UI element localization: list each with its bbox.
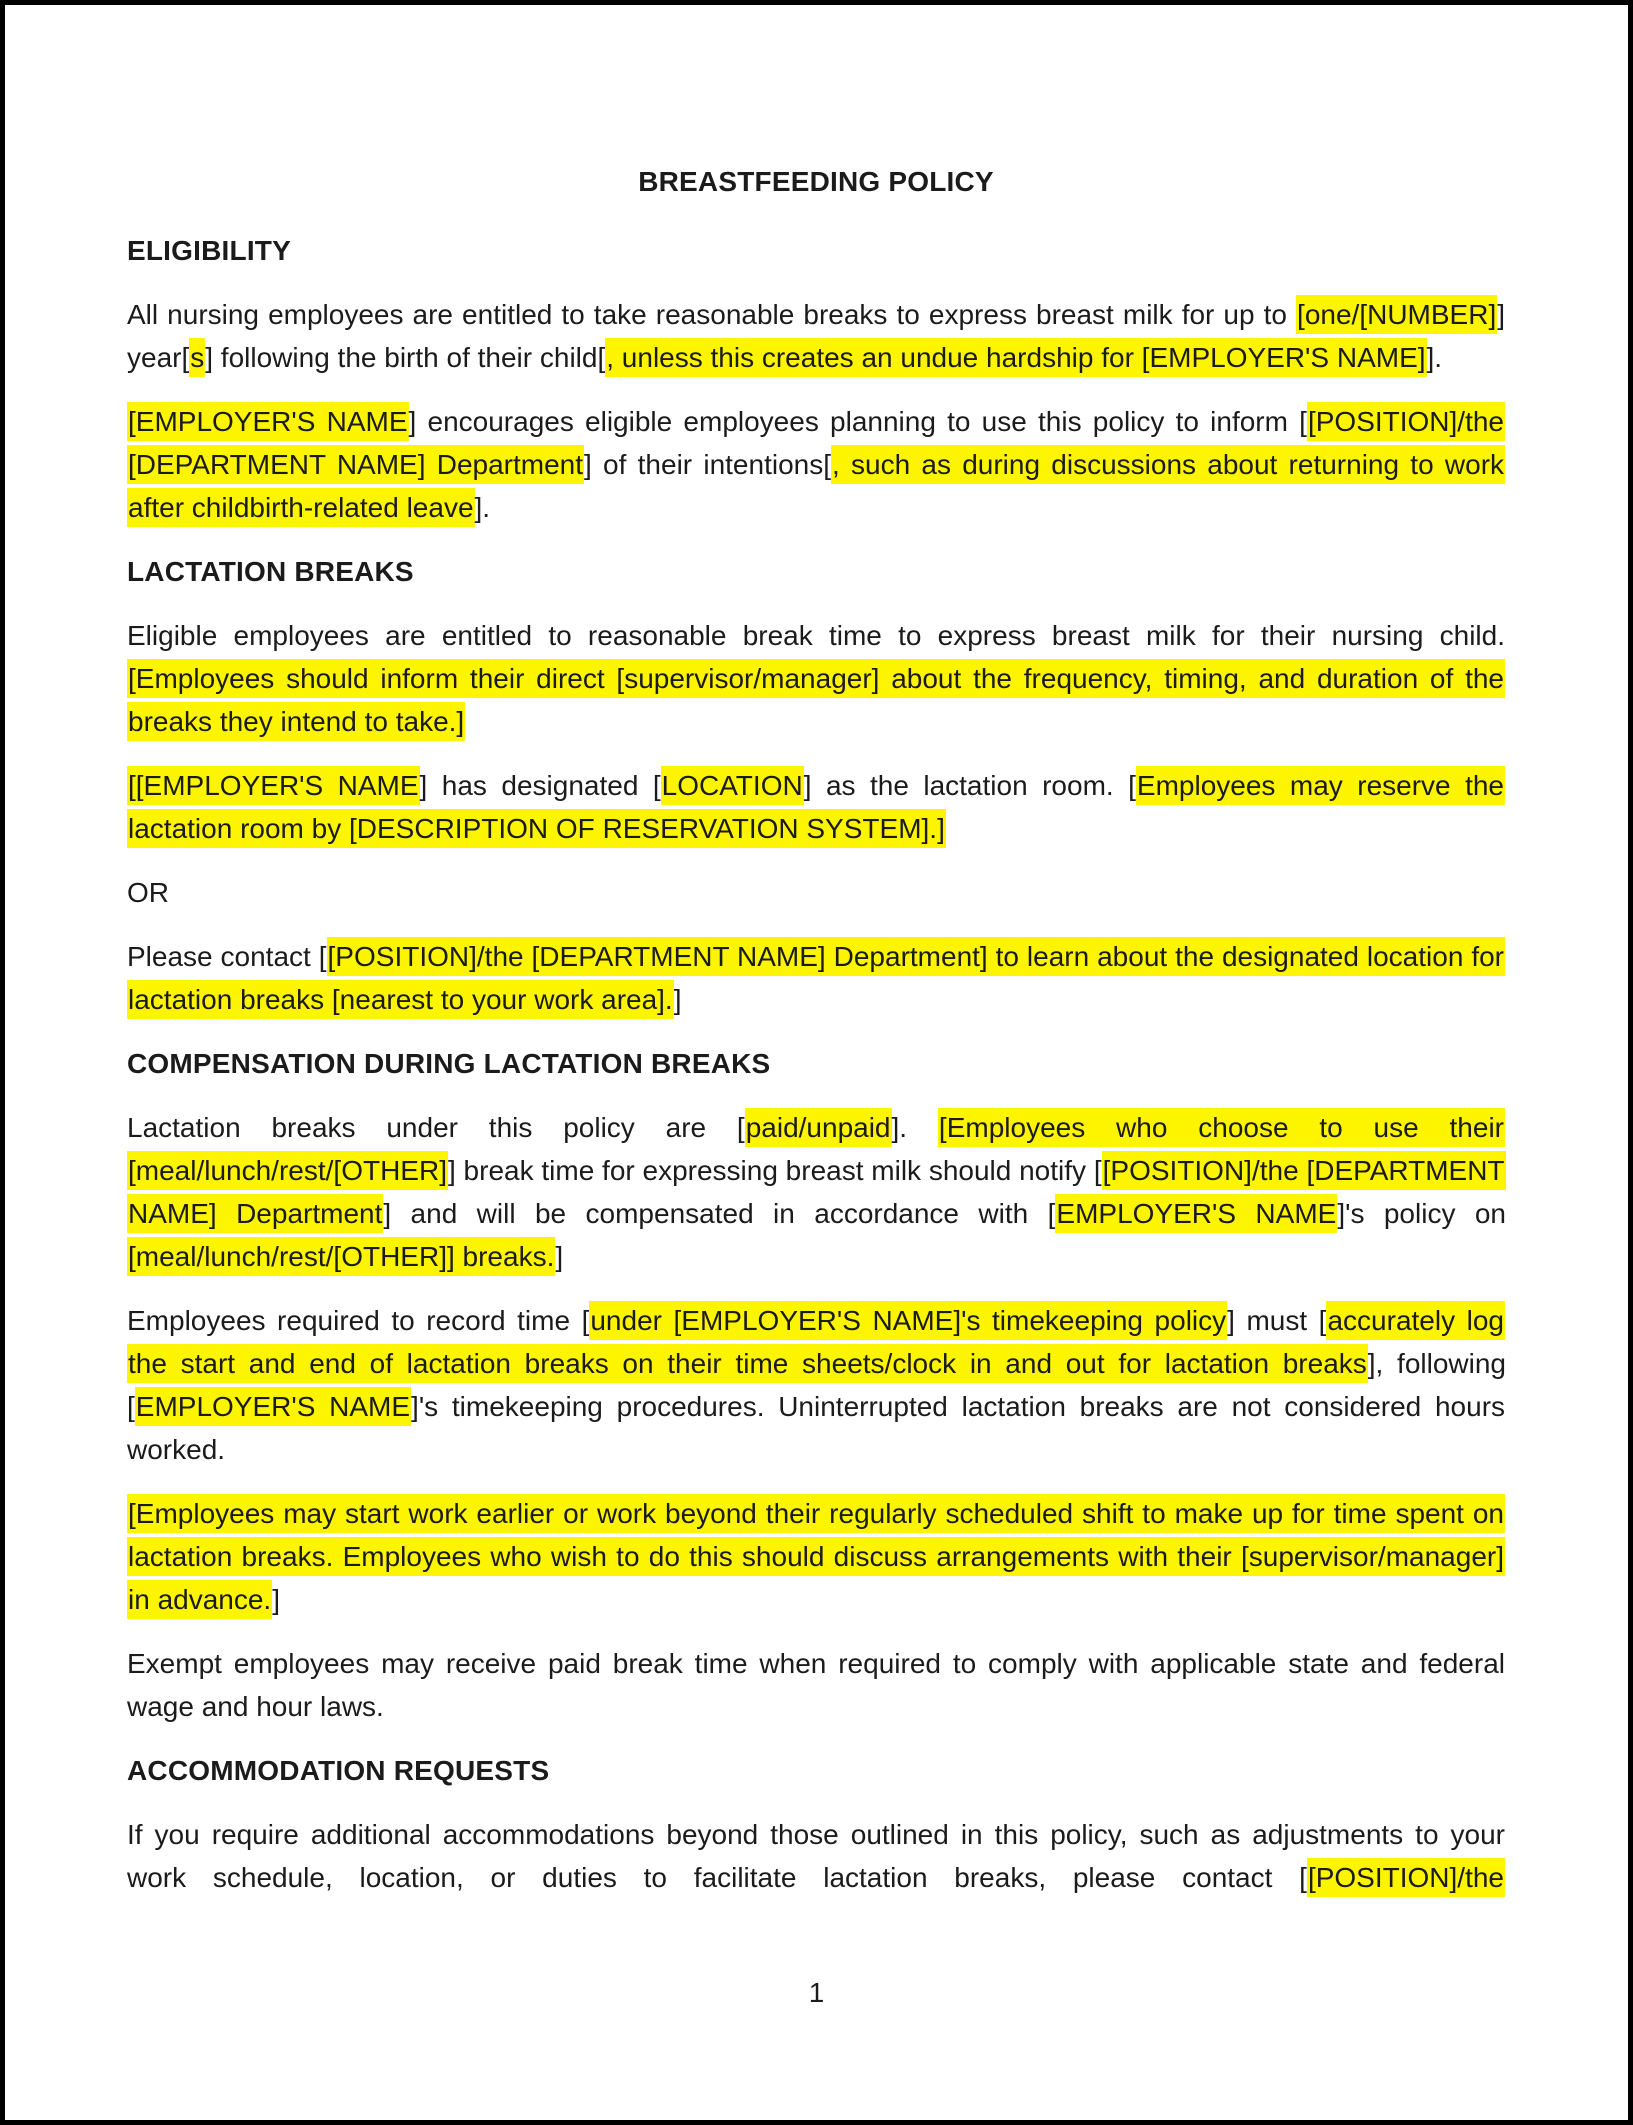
highlighted-text: [one/[NUMBER] [1296,295,1497,334]
paragraph [127,400,1505,529]
text-run: ] break time for expressing breast milk should notify [ [447,1155,1102,1186]
text-run: OR [127,877,169,908]
page-number: 1 [808,1977,825,2008]
doc-title: BREASTFEEDING POLICY [638,166,994,197]
highlighted-text: [Employees may start work earlier or work beyond their regularly scheduled shift to make up for time spent on lactation breaks. Employees who wish to do this should discuss arrangements with their [supervisor/manager] in advance. [127,1494,1505,1619]
highlighted-text: [Employees who choose to use their [meal/lunch/rest/[OTHER] [127,1108,1505,1190]
text-run: ]. [474,492,491,523]
text-run: ] [272,1584,280,1615]
paragraph [127,935,1505,1021]
text-run: ] encourages eligible employees planning to use this policy to inform [ [408,406,1307,437]
text-run: Lactation breaks under this policy are [ [127,1112,745,1143]
highlighted-text: [[EMPLOYER'S NAME [127,766,420,805]
highlighted-text: [meal/lunch/rest/[OTHER]] breaks. [127,1237,555,1276]
section-heading: LACTATION BREAKS [127,556,414,587]
text-run: ] year[ [127,299,1505,373]
highlighted-text: accurately log the start and end of lactation breaks on their time sheets/clock in and out for lactation breaks [127,1301,1505,1383]
highlighted-text: Employees may reserve the lactation room by [DESCRIPTION OF RESERVATION SYSTEM].] [127,766,1505,848]
paragraph [127,1813,1505,1899]
highlighted-text: s [189,338,205,377]
section-heading: ELIGIBILITY [127,235,291,266]
text-run: Eligible employees are entitled to reasonable break time to express breast milk for their nursing child. [127,620,1505,651]
section-heading: ACCOMMODATION REQUESTS [127,1755,550,1786]
paragraph [127,764,1505,850]
paragraph [127,1106,1505,1278]
highlighted-text: [POSITION]/the [1307,1858,1505,1897]
text-run: Please contact [ [127,941,327,972]
text-run: All nursing employees are entitled to take reasonable breaks to express breast milk for up to [127,299,1297,330]
highlighted-text: [Employees should inform their direct [supervisor/manager] about the frequency, timing, and duration of the breaks they intend to take.] [127,659,1505,741]
highlighted-text: [POSITION]/the [DEPARTMENT NAME] Department [127,402,1505,484]
text-run: Exempt employees may receive paid break time when required to comply with applicable state and federal wage and hour laws. [127,1648,1505,1722]
text-run: Employees required to record time [ [127,1305,590,1336]
highlighted-text: [POSITION]/the [DEPARTMENT NAME] Department] to learn about the designated location for lactation breaks [nearest to your work area]. [127,937,1505,1019]
highlighted-text: LOCATION [661,766,804,805]
section-heading: COMPENSATION DURING LACTATION BREAKS [127,1048,771,1079]
text-run: ], following [ [127,1348,1506,1422]
text-run: ] has designated [ [419,770,661,801]
paragraph [127,293,1505,379]
text-run: If you require additional accommodations beyond those outlined in this policy, such as adjustments to your work schedule, location, or duties to facilitate lactation breaks, please contact [ [127,1819,1505,1893]
text-run: ] and will be compensated in accordance with [ [383,1198,1056,1229]
text-run: ] following the birth of their child[ [205,342,606,373]
paragraph [127,1642,1505,1728]
text-run: ] [673,984,682,1015]
paragraph [127,1492,1505,1621]
text-run: ]. [891,1112,938,1143]
text-run: ] of their intentions[ [584,449,831,480]
text-run: ]'s timekeeping procedures. Uninterrupted lactation breaks are not considered hours worked. [127,1391,1506,1465]
highlighted-text: paid/unpaid [745,1108,892,1147]
highlighted-text: [EMPLOYER'S NAME [127,402,409,441]
paragraph [127,1299,1505,1471]
text-run: ] as the lactation room. [ [803,770,1136,801]
highlighted-text: EMPLOYER'S NAME [135,1387,411,1426]
text-run: ] must [ [1227,1305,1327,1336]
text-run: ]'s policy on [1337,1198,1506,1229]
paragraph [127,614,1505,743]
highlighted-text: , unless this creates an undue hardship for [EMPLOYER'S NAME] [605,338,1426,377]
highlighted-text: , such as during discussions about returning to work after childbirth-related leave [127,445,1505,527]
paragraph [127,871,1505,914]
text-run: ] [555,1241,564,1272]
highlighted-text: EMPLOYER'S NAME [1055,1194,1337,1233]
document-content [5,5,1628,1899]
text-run: ]. [1426,342,1443,373]
highlighted-text: under [EMPLOYER'S NAME]'s timekeeping policy [589,1301,1227,1340]
highlighted-text: [POSITION]/the [DEPARTMENT NAME] Department [127,1151,1506,1233]
